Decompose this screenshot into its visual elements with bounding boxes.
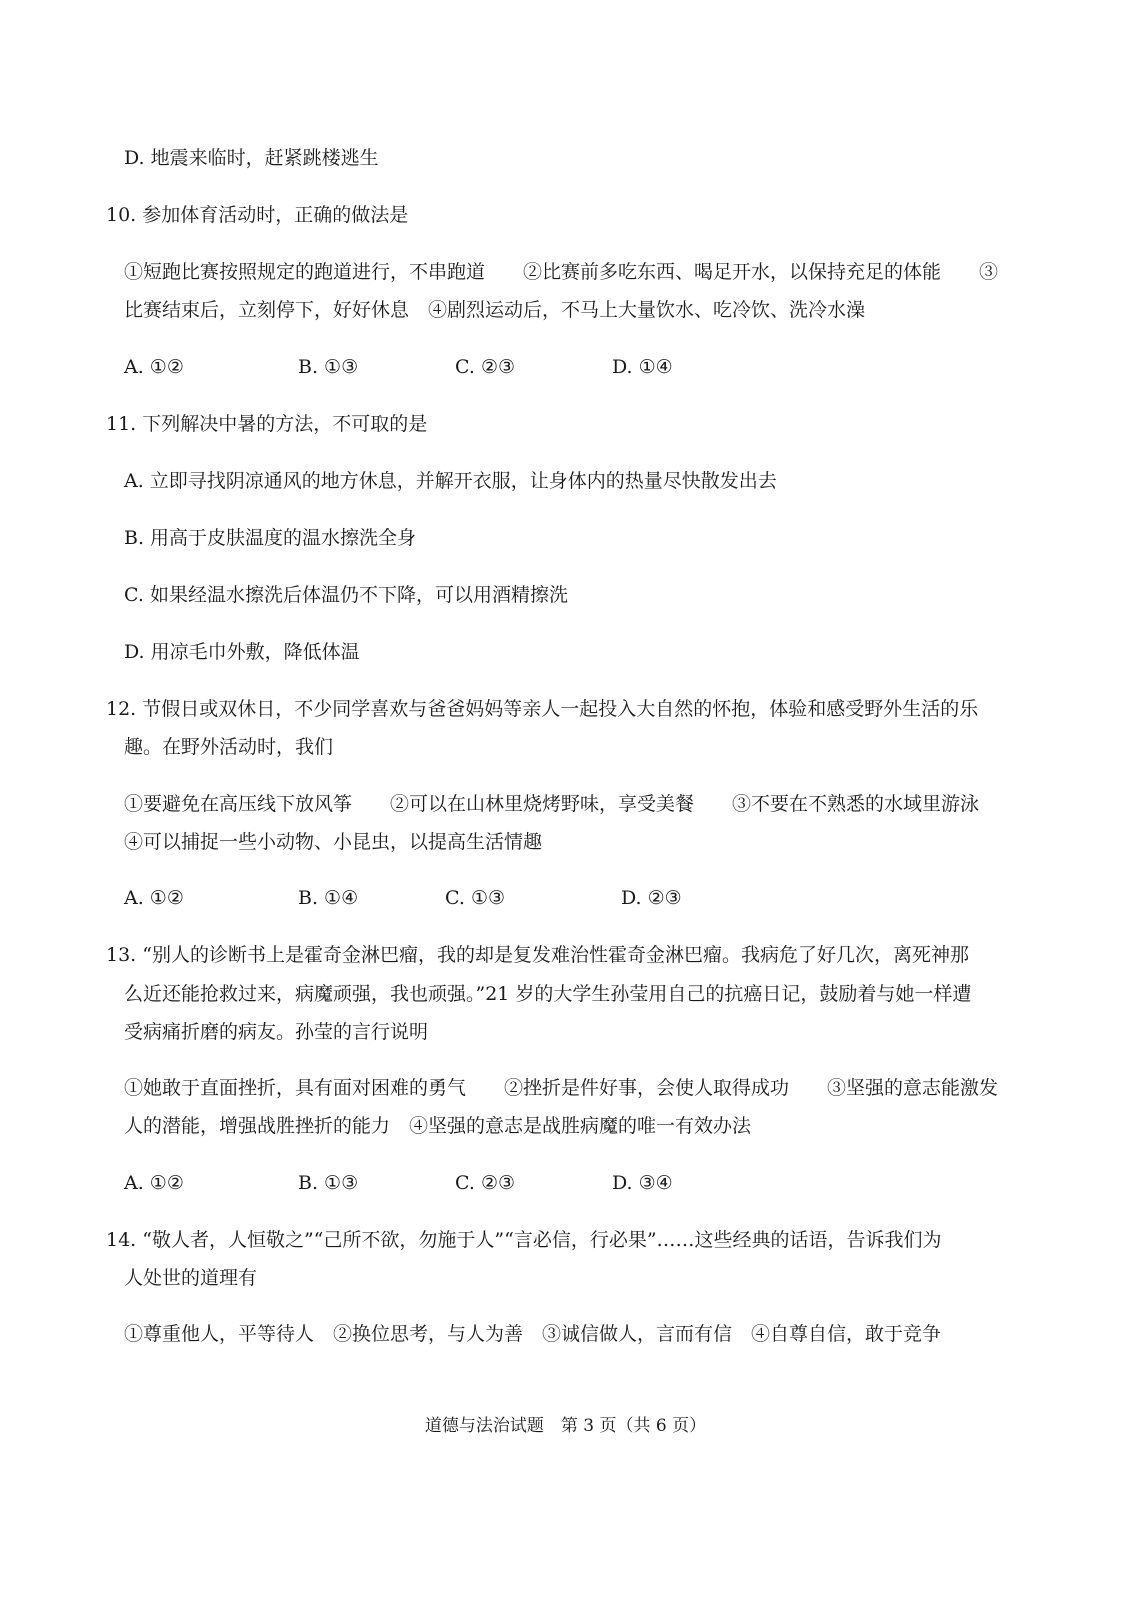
page-footer: 道德与法治试题 第 3 页（共 6 页） — [424, 1416, 707, 1436]
q12-statements-line2: ④可以捕捉一些小动物、小昆虫，以提高生活情趣 — [124, 831, 543, 853]
q10-statements-line1: ①短跑比赛按照规定的跑道进行，不串跑道 ②比赛前多吃东西、喝足开水，以保持充足的体能 ③ — [124, 261, 999, 283]
q12-option-d: D. ②③ — [621, 887, 682, 909]
q14-stem-line1: 14. “敬人者，人恒敬之”“己所不欲，勿施于人”“言必信，行必果”……这些经典的话语，告诉我们为 — [106, 1229, 942, 1251]
q12-option-a: A. ①② — [124, 887, 184, 909]
q11-option-b: B. 用高于皮肤温度的温水擦洗全身 — [124, 527, 417, 549]
q14-stem-line2: 人处世的道理有 — [124, 1267, 258, 1289]
q13-option-a: A. ①② — [124, 1172, 184, 1194]
q12-statements-line1: ①要避免在高压线下放风筝 ②可以在山林里烧烤野味，享受美餐 ③不要在不熟悉的水域里游泳 — [124, 793, 980, 815]
q13-stem-line1: 13. “别人的诊断书上是霍奇金淋巴瘤，我的却是复发难治性霍奇金淋巴瘤。我病危了好几次，离死神那 — [106, 944, 969, 966]
q12-option-b: B. ①④ — [298, 887, 359, 909]
q13-option-b: B. ①③ — [298, 1172, 359, 1194]
q14-statements-line1: ①尊重他人，平等待人 ②换位思考，与人为善 ③诚信做人，言而有信 ④自尊自信，敢于竞争 — [124, 1323, 942, 1345]
q10-option-b: B. ①③ — [298, 356, 359, 378]
q10-option-d: D. ①④ — [612, 356, 673, 378]
q10-statements-line2: 比赛结束后，立刻停下，好好休息 ④剧烈运动后，不马上大量饮水、吃冷饮、洗冷水澡 — [124, 299, 866, 321]
q12-stem-line1: 12. 节假日或双休日，不少同学喜欢与爸爸妈妈等亲人一起投入大自然的怀抱，体验和感受野外生活的乐 — [106, 698, 979, 720]
q13-statements-line1: ①她敢于直面挫折，具有面对困难的勇气 ②挫折是件好事，会使人取得成功 ③坚强的意志能激发 — [124, 1077, 999, 1099]
q12-options — [124, 886, 824, 910]
q11-option-c: C. 如果经温水擦洗后体温仍不下降，可以用酒精擦洗 — [124, 584, 568, 606]
q12-stem-line2: 趣。在野外活动时，我们 — [124, 736, 334, 758]
q13-option-c: C. ②③ — [455, 1172, 516, 1194]
q10-stem: 10. 参加体育活动时，正确的做法是 — [106, 204, 409, 226]
q12-option-c: C. ①③ — [445, 887, 506, 909]
q11-option-a: A. 立即寻找阴凉通风的地方休息，并解开衣服，让身体内的热量尽快散发出去 — [124, 470, 777, 492]
q13-statements-line2: 人的潜能，增强战胜挫折的能力 ④坚强的意志是战胜病魔的唯一有效办法 — [124, 1115, 752, 1137]
q13-stem-line3: 受病痛折磨的病友。孙莹的言行说明 — [124, 1021, 429, 1043]
q13-stem-line2: 么近还能抢救过来，病魔顽强，我也顽强。”21 岁的大学生孙莹用自己的抗癌日记，鼓励着与她一样遭 — [124, 983, 972, 1005]
q11-option-d: D. 用凉毛巾外敷，降低体温 — [124, 641, 360, 663]
q13-options — [124, 1171, 824, 1195]
q10-option-a: A. ①② — [124, 356, 184, 378]
q9-option-d: D. 地震来临时，赶紧跳楼逃生 — [124, 147, 379, 169]
q11-stem: 11. 下列解决中暑的方法，不可取的是 — [106, 413, 428, 435]
q10-option-c: C. ②③ — [455, 356, 516, 378]
q13-option-d: D. ③④ — [612, 1172, 673, 1194]
q10-options — [124, 355, 824, 379]
